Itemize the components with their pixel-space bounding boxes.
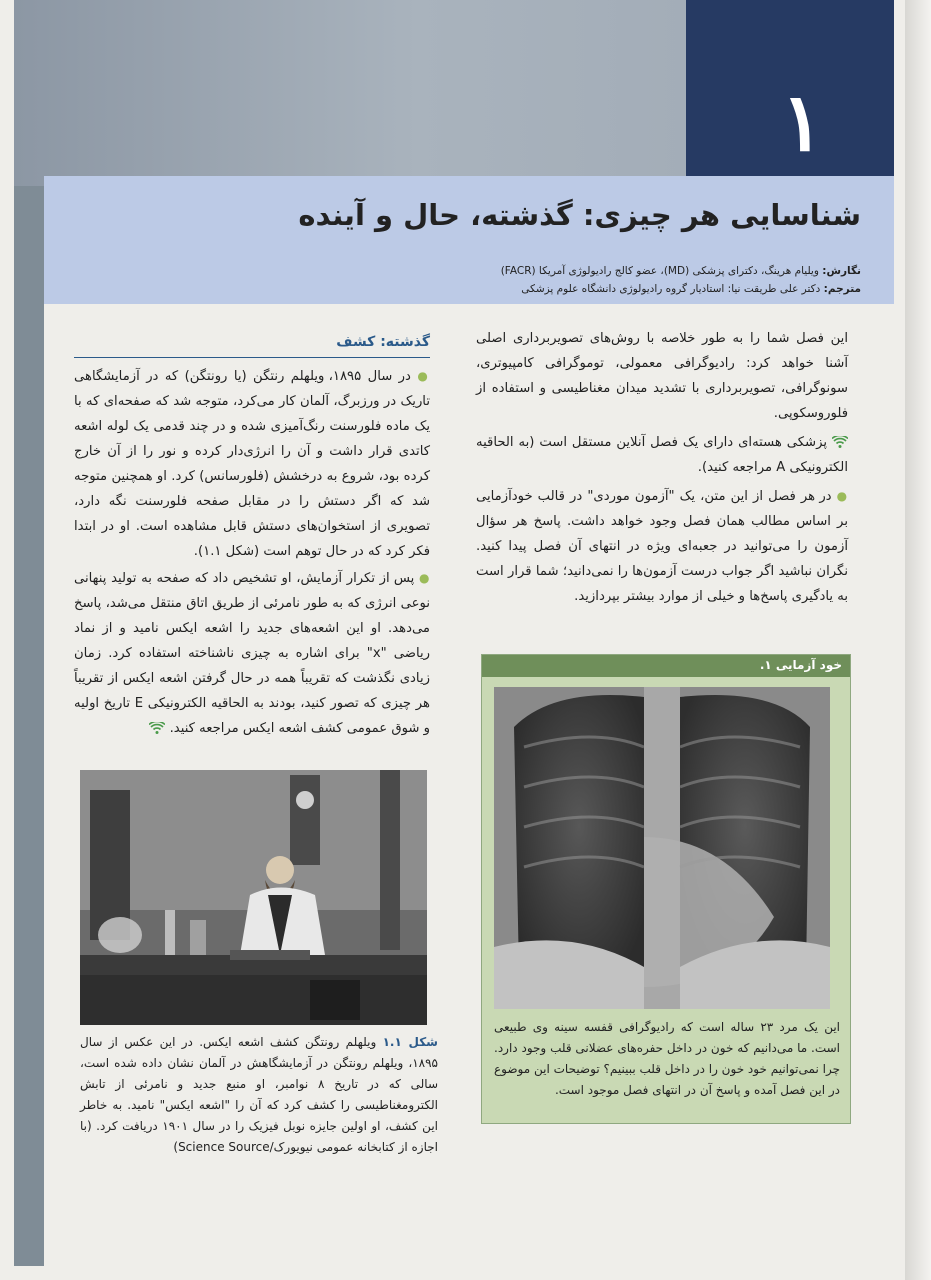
intro-column xyxy=(476,326,848,613)
chapter-number-box xyxy=(686,0,894,176)
figure-caption xyxy=(80,1032,438,1158)
chapter-number: ۱ xyxy=(781,75,824,169)
figure-caption-text: ویلهلم رونتگن کشف اشعه ایکس. در این عکس از سال ۱۸۹۵، ویلهلم رونتگن در آزمایشگاهش در آلمان نشان داده شده است، سالی که در تاریخ ۸ نوامبر، او منبع جدید و نامرئی از تابش الکترومغناطیسی را کشف کرد که آن را "اشعه ایکس" نامید. به خاطر این کشف، او اولین جایزه نوبل فیزیک را در سال ۱۹۰۱ دریافت کرد. (با اجازه از کتابخانه عمومی نیویورک/Science Source) xyxy=(80,1035,439,1154)
past-paragraph-1-text: در سال ۱۸۹۵، ویلهلم رنتگن (یا رونتگن) که در آزمایشگاهی تاریک در ورزبرگ، آلمان کار می‌کرد، متوجه شد که صفحه‌ای که با یک ماده فلورسنت رنگ‌آمیزی شده و در چند قدمی یک لوله اشعه کاتدی قرار داشت و آن را انرژی‌دار کرده و نور را از آن خارج کرده بود، شروع به درخشش (فلورسانس) کرد. او همچنین متوجه شد که اگر دستش را در مقابل صفحه فلورسنت نگه دارد، تصویری از استخوان‌های دستش قابل مشاهده است. او در ابتدا فکر کرد که در حال توهم است (شکل ۱.۱). xyxy=(74,369,430,559)
bullet-dot-icon: ● xyxy=(417,369,430,383)
case-quiz-note: در هر فصل از این متن، یک "آزمون موردی" در قالب خودآزمایی بر اساس مطالب همان فصل وجود خواهد داشت. پاسخ هر سؤال آزمون را می‌توانید در جعبه‌ای ویژه در انتهای آن فصل پیدا کنید. نگران نباشید اگر جواب درست آزمون‌ها را نمی‌دانید؛ شما قرار است به یادگیری پاسخ‌ها و خیلی از موارد بیشتر بپردازید. xyxy=(476,489,848,604)
chapter-title: شناسایی هر چیزی: گذشته، حال و آینده xyxy=(298,198,861,232)
translator-label: مترجم: xyxy=(823,283,861,295)
intro-paragraph-2 xyxy=(476,430,848,480)
self-test-box xyxy=(481,654,851,1124)
translator: دکتر علی طریقت نیا: استادیار گروه رادیولوژی دانشگاه علوم پزشکی xyxy=(521,283,821,295)
left-margin-strip xyxy=(14,186,44,1266)
wifi-icon xyxy=(149,722,165,734)
intro-paragraph-1: این فصل شما را به طور خلاصه با روش‌های تصویربرداری اصلی آشنا خواهد کرد: رادیوگرافی معمولی، توموگرافی کامپیوتری، سونوگرافی، تصویربرداری با تشدید میدان مغناطیسی و استفاده از فلوروسکوپی. xyxy=(476,331,848,421)
roentgen-lab-photo xyxy=(80,770,427,1025)
credits xyxy=(501,262,861,298)
past-paragraph-1 xyxy=(74,364,430,564)
past-column xyxy=(74,330,430,743)
bullet-dot-icon: ● xyxy=(836,489,848,503)
self-test-title: خود آزمایی ۱. xyxy=(759,658,842,672)
chest-xray-image xyxy=(494,687,830,1009)
figure-label: شکل ۱.۱ xyxy=(382,1035,438,1049)
online-chapter-note: پزشکی هسته‌ای دارای یک فصل آنلاین مستقل است (به الحاقیه الکترونیکی A مراجعه کنید). xyxy=(476,435,848,475)
page-edge xyxy=(905,0,931,1280)
author-label: نگارش: xyxy=(822,265,861,277)
past-paragraph-2 xyxy=(74,566,430,741)
intro-paragraph-3 xyxy=(476,484,848,609)
author: ویلیام هرینگ، دکترای پزشکی (MD)، عضو کالج رادیولوژی آمریکا (FACR) xyxy=(500,265,819,277)
past-paragraph-2-text: پس از تکرار آزمایش، او تشخیص داد که صفحه به تولید پنهانی نوعی انرژی که به طور نامرئی از طریق اتاق منتقل می‌شد، پاسخ می‌دهد. او این اشعه‌های جدید را اشعه ایکس نامید و از نماد ریاضی "x" برای اشاره به چیزی ناشناخته استفاده کرد. زمان زیادی نگذشت که تقریباً همه در حال گرفتن اشعه ایکس از تقریباً هر چیزی که تصور کنید، بودند به الحاقیه الکترونیکی E تاریخ اولیه و شوق عمومی کشف اشعه ایکس مراجعه کنید. xyxy=(74,571,430,736)
section-heading-past: گذشته: کشف xyxy=(74,330,430,358)
bullet-dot-icon: ● xyxy=(419,571,430,585)
self-test-caption: این یک مرد ۲۳ ساله است که رادیوگرافی قفسه سینه وی طبیعی است. ما می‌دانیم که خون در داخل حفره‌های عضلانی قلب وجود دارد. چرا نمی‌توانیم خود خون را در داخل قلب ببینیم؟ توضیحات این موضوع در این فصل آمده و پاسخ آن در انتهای فصل موجود است. xyxy=(494,1020,841,1097)
wifi-icon xyxy=(832,436,848,448)
header-band xyxy=(14,0,686,186)
